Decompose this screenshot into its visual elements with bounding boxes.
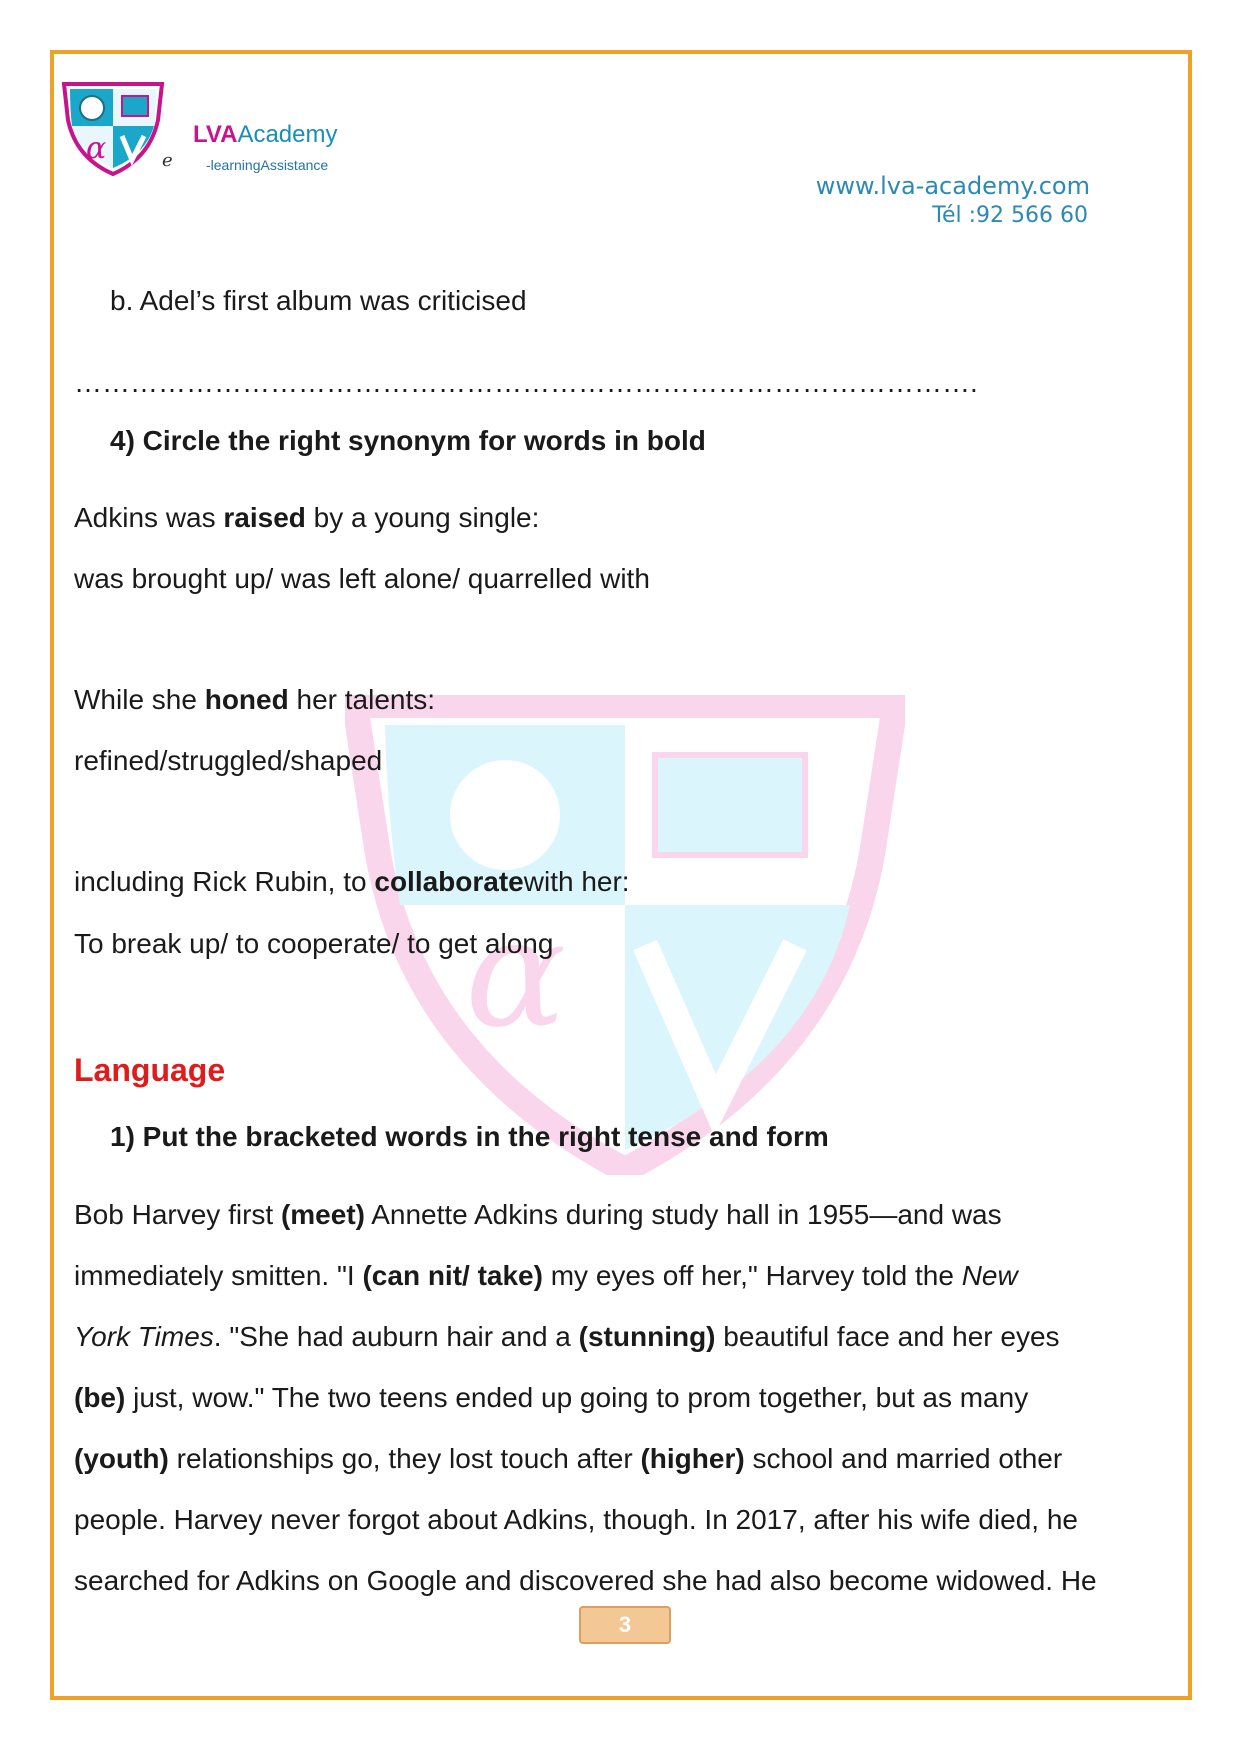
question-1-heading: 1) Put the bracketed words in the right tense and form: [110, 1121, 829, 1152]
synonym-options-2: refined/struggled/shaped: [74, 745, 383, 776]
question-4-heading: 4) Circle the right synonym for words in bold: [110, 425, 706, 456]
paragraph-line-7: searched for Adkins on Google and discovered she had also become widowed. He: [74, 1565, 1097, 1596]
synonym-sentence-2: While she honed her talents:: [74, 684, 436, 715]
telephone: Tél :92 566 60: [932, 203, 1088, 228]
language-heading: Language: [74, 1052, 226, 1088]
bold-word-honed: honed: [204, 684, 289, 715]
answer-line-dots: …………………………………………………………………………………….: [74, 367, 978, 398]
brand-name: [193, 121, 337, 149]
svg-text:α: α: [465, 887, 567, 1061]
synonym-sentence-3: including Rick Rubin, to collaboratewith her:: [74, 866, 630, 897]
lva-logo-icon: [58, 80, 168, 176]
brand-name-rest: Academy: [237, 121, 338, 148]
synonym-sentence-1: Adkins was raised by a young single:: [74, 502, 540, 533]
paragraph-line-3: York Times. "She had auburn hair and a (stunning) beautiful face and her eyes: [74, 1321, 1060, 1352]
bold-word-collaborate: collaborate: [374, 866, 524, 897]
synonym-options-3: To break up/ to cooperate/ to get along: [74, 928, 554, 959]
answer-item-b: b. Adel’s first album was criticised: [110, 285, 527, 316]
brand-subtitle: -learningAssistance: [206, 157, 329, 173]
svg-text:α: α: [86, 131, 107, 166]
paragraph-line-4: (be) just, wow." The two teens ended up going to prom together, but as many: [74, 1382, 1029, 1413]
paragraph-line-5: (youth) relationships go, they lost touch after (higher) school and married other: [74, 1443, 1063, 1474]
brand-e-mark: e: [162, 150, 173, 171]
page-number-badge: 3: [579, 1606, 671, 1644]
paragraph-line-6: people. Harvey never forgot about Adkins, though. In 2017, after his wife died, he: [74, 1504, 1078, 1535]
website-url: www.lva-academy.com: [815, 172, 1090, 200]
brand-name-bold: LVA: [193, 121, 238, 148]
bold-word-raised: raised: [223, 502, 306, 533]
paragraph-line-1: Bob Harvey first (meet) Annette Adkins during study hall in 1955—and was: [74, 1199, 1002, 1230]
paragraph-line-2: immediately smitten. "I (can nit/ take) my eyes off her," Harvey told the New: [74, 1260, 1018, 1291]
synonym-options-1: was brought up/ was left alone/ quarrelled with: [74, 563, 650, 594]
